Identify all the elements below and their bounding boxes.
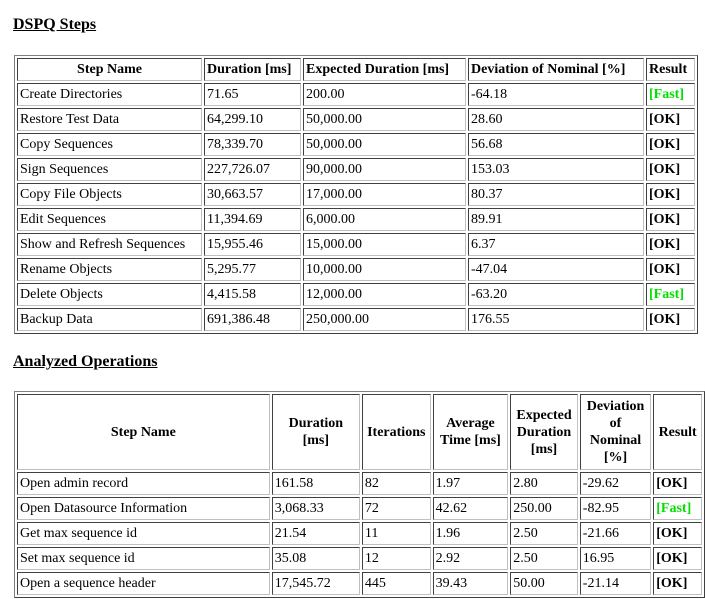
cell-deviation: 176.55 xyxy=(468,308,644,331)
cell-result: [OK] xyxy=(646,208,695,231)
cell-iterations: 12 xyxy=(362,547,431,570)
cell-average: 2.92 xyxy=(433,547,509,570)
cell-name: Open Datasource Information xyxy=(17,497,270,520)
column-header-duration: Duration [ms] xyxy=(272,394,360,470)
cell-deviation: -82.95 xyxy=(580,497,651,520)
cell-expected: 250,000.00 xyxy=(303,308,466,331)
cell-name: Copy Sequences xyxy=(17,133,202,156)
cell-deviation: -47.04 xyxy=(468,258,644,281)
cell-result: [OK] xyxy=(653,572,702,595)
table-row xyxy=(17,497,702,520)
cell-result: [OK] xyxy=(646,158,695,181)
analyzed-operations-table xyxy=(14,391,705,598)
cell-expected: 10,000.00 xyxy=(303,258,466,281)
cell-duration: 161.58 xyxy=(272,472,360,495)
cell-name: Rename Objects xyxy=(17,258,202,281)
analyzed-operations-heading: Analyzed Operations xyxy=(13,353,158,370)
cell-duration: 227,726.07 xyxy=(204,158,301,181)
cell-expected: 17,000.00 xyxy=(303,183,466,206)
cell-expected: 15,000.00 xyxy=(303,233,466,256)
cell-result: [OK] xyxy=(646,233,695,256)
cell-expected: 50,000.00 xyxy=(303,133,466,156)
cell-deviation: 6.37 xyxy=(468,233,644,256)
cell-result: [OK] xyxy=(646,258,695,281)
cell-deviation: -21.66 xyxy=(580,522,651,545)
table-row xyxy=(17,572,702,595)
cell-name: Delete Objects xyxy=(17,283,202,306)
cell-iterations: 72 xyxy=(362,497,431,520)
table-row xyxy=(17,208,695,231)
cell-result: [OK] xyxy=(653,547,702,570)
cell-duration: 4,415.58 xyxy=(204,283,301,306)
cell-average: 1.97 xyxy=(433,472,509,495)
cell-expected: 2.50 xyxy=(510,522,578,545)
cell-duration: 78,339.70 xyxy=(204,133,301,156)
cell-deviation: -29.62 xyxy=(580,472,651,495)
cell-name: Sign Sequences xyxy=(17,158,202,181)
column-header-deviation: Deviation of Nominal [%] xyxy=(580,394,651,470)
cell-name: Open a sequence header xyxy=(17,572,270,595)
cell-result: [OK] xyxy=(646,308,695,331)
cell-deviation: -21.14 xyxy=(580,572,651,595)
cell-result: [Fast] xyxy=(646,283,695,306)
column-header-expected-duration: Expected Duration [ms] xyxy=(510,394,578,470)
dspq-steps-table xyxy=(14,55,698,334)
cell-result: [OK] xyxy=(646,133,695,156)
column-header-duration: Duration [ms] xyxy=(204,58,301,81)
cell-expected: 200.00 xyxy=(303,83,466,106)
cell-result: [OK] xyxy=(646,108,695,131)
cell-name: Backup Data xyxy=(17,308,202,331)
cell-expected: 50,000.00 xyxy=(303,108,466,131)
cell-result: [OK] xyxy=(653,472,702,495)
cell-deviation: -64.18 xyxy=(468,83,644,106)
column-header-expected-duration: Expected Duration [ms] xyxy=(303,58,466,81)
cell-name: Copy File Objects xyxy=(17,183,202,206)
cell-duration: 35.08 xyxy=(272,547,360,570)
cell-duration: 691,386.48 xyxy=(204,308,301,331)
cell-expected: 50.00 xyxy=(510,572,578,595)
table-row xyxy=(17,133,695,156)
table-row xyxy=(17,472,702,495)
cell-name: Restore Test Data xyxy=(17,108,202,131)
cell-average: 39.43 xyxy=(433,572,509,595)
table-row xyxy=(17,283,695,306)
table-row xyxy=(17,547,702,570)
cell-deviation: 16.95 xyxy=(580,547,651,570)
column-header-result: Result xyxy=(646,58,695,81)
cell-name: Show and Refresh Sequences xyxy=(17,233,202,256)
cell-iterations: 11 xyxy=(362,522,431,545)
cell-deviation: 28.60 xyxy=(468,108,644,131)
table-header-row xyxy=(17,394,702,470)
cell-deviation: 80.37 xyxy=(468,183,644,206)
cell-deviation: 56.68 xyxy=(468,133,644,156)
cell-result: [Fast] xyxy=(653,497,702,520)
cell-iterations: 82 xyxy=(362,472,431,495)
table-row xyxy=(17,83,695,106)
cell-duration: 21.54 xyxy=(272,522,360,545)
cell-duration: 3,068.33 xyxy=(272,497,360,520)
cell-duration: 15,955.46 xyxy=(204,233,301,256)
table-row xyxy=(17,233,695,256)
table-row xyxy=(17,183,695,206)
table-row xyxy=(17,158,695,181)
cell-duration: 64,299.10 xyxy=(204,108,301,131)
cell-name: Get max sequence id xyxy=(17,522,270,545)
cell-result: [Fast] xyxy=(646,83,695,106)
column-header-iterations: Iterations xyxy=(362,394,431,470)
cell-expected: 2.80 xyxy=(510,472,578,495)
cell-average: 42.62 xyxy=(433,497,509,520)
table-header-row xyxy=(17,58,695,81)
table-row xyxy=(17,522,702,545)
column-header-step-name: Step Name xyxy=(17,58,202,81)
cell-expected: 12,000.00 xyxy=(303,283,466,306)
cell-deviation: 153.03 xyxy=(468,158,644,181)
cell-name: Edit Sequences xyxy=(17,208,202,231)
table-row xyxy=(17,308,695,331)
cell-expected: 90,000.00 xyxy=(303,158,466,181)
cell-expected: 2.50 xyxy=(510,547,578,570)
cell-name: Create Directories xyxy=(17,83,202,106)
cell-expected: 6,000.00 xyxy=(303,208,466,231)
cell-deviation: -63.20 xyxy=(468,283,644,306)
column-header-deviation: Deviation of Nominal [%] xyxy=(468,58,644,81)
column-header-step-name: Step Name xyxy=(17,394,270,470)
table-row xyxy=(17,108,695,131)
table-row xyxy=(17,258,695,281)
dspq-steps-heading: DSPQ Steps xyxy=(13,16,97,33)
cell-duration: 5,295.77 xyxy=(204,258,301,281)
cell-duration: 30,663.57 xyxy=(204,183,301,206)
cell-duration: 11,394.69 xyxy=(204,208,301,231)
cell-deviation: 89.91 xyxy=(468,208,644,231)
column-header-average-time: Average Time [ms] xyxy=(433,394,509,470)
cell-result: [OK] xyxy=(653,522,702,545)
cell-expected: 250.00 xyxy=(510,497,578,520)
cell-name: Set max sequence id xyxy=(17,547,270,570)
cell-duration: 71.65 xyxy=(204,83,301,106)
cell-duration: 17,545.72 xyxy=(272,572,360,595)
cell-result: [OK] xyxy=(646,183,695,206)
cell-average: 1.96 xyxy=(433,522,509,545)
column-header-result: Result xyxy=(653,394,702,470)
cell-iterations: 445 xyxy=(362,572,431,595)
cell-name: Open admin record xyxy=(17,472,270,495)
